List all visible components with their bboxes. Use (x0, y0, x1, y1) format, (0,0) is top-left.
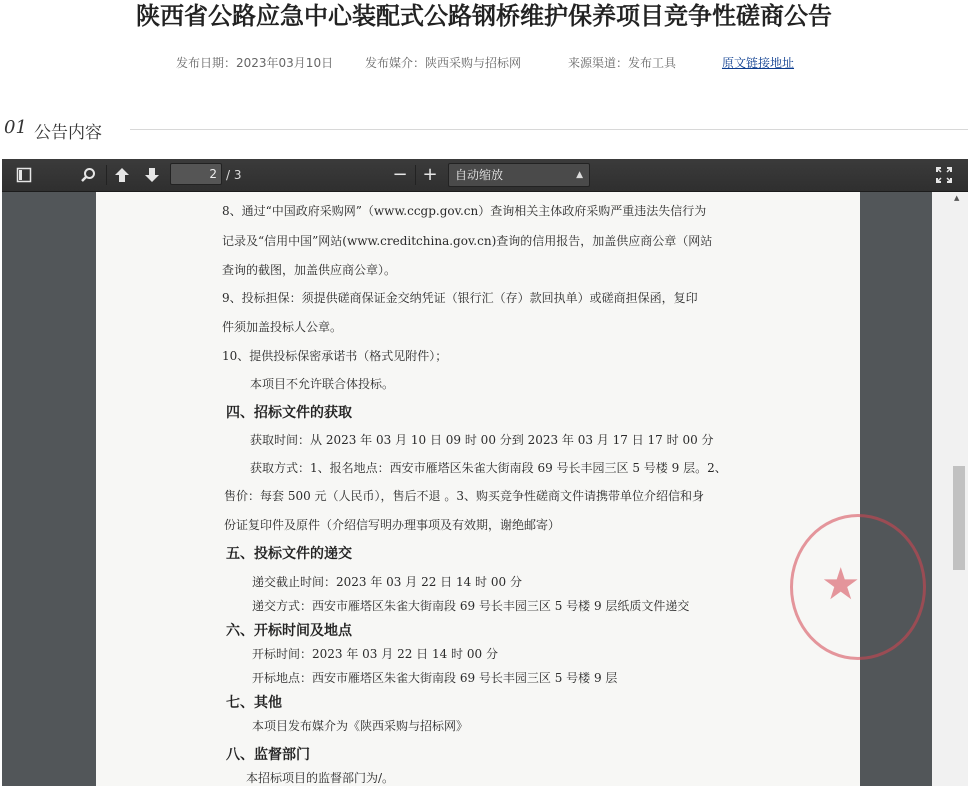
doc-line: 递交方式：西安市雁塔区朱雀大街南段 69 号长丰园三区 5 号楼 9 层纸质文件递交 (252, 599, 690, 613)
select-caret-icon: ▲ (576, 170, 583, 180)
pdf-toolbar (2, 159, 968, 192)
doc-line: 10、提供投标保密承诺书（格式见附件）； (222, 349, 448, 363)
doc-line: 开标时间：2023 年 03 月 22 日 14 时 00 分 (252, 647, 498, 661)
doc-line: 查询的截图，加盖供应商公章）。 (222, 263, 397, 277)
doc-line: 开标地点：西安市雁塔区朱雀大街南段 69 号长丰园三区 5 号楼 9 层 (252, 671, 618, 685)
doc-line: 件须加盖投标人公章。 (222, 320, 343, 334)
doc-line: 份证复印件及原件（介绍信写明办理事项及有效期，谢绝邮寄） (224, 518, 561, 532)
arrow-up-icon[interactable] (110, 163, 134, 187)
doc-line: 记录及“信用中国”网站(www.creditchina.gov.cn)查询的信用报告，加盖供应商公章（网站 (222, 234, 713, 248)
zoom-out-button[interactable]: − (392, 164, 408, 185)
zoom-in-button[interactable]: + (422, 164, 438, 185)
zoom-value: 自动缩放 (455, 168, 504, 182)
doc-line: 获取时间：从 2023 年 03 月 10 日 09 时 00 分到 2023 年 03 月 17 日 17 时 00 分 (250, 433, 714, 447)
page-number-input[interactable]: 2 (170, 163, 222, 185)
doc-heading: 八、监督部门 (226, 747, 310, 763)
doc-heading: 七、其他 (226, 695, 282, 711)
doc-line: 9、投标担保：须提供磋商保证金交纳凭证（银行汇（存）款回执单）或磋商担保函，复印 (222, 291, 698, 305)
original-link[interactable]: 原文链接地址 (722, 56, 795, 70)
seal-star-icon: ★ (821, 559, 861, 610)
doc-line: 本项目不允许联合体投标。 (250, 377, 395, 391)
section-header (4, 117, 968, 141)
scroll-thumb[interactable] (953, 466, 965, 570)
doc-line: 8、通过“中国政府采购网”（www.ccgp.gov.cn）查询相关主体政府采购严重违法失信行为 (222, 204, 707, 218)
page-count: / 3 (226, 168, 242, 182)
zoom-select[interactable] (448, 163, 590, 187)
doc-line: 本招标项目的监督部门为/。 (246, 771, 395, 785)
publish-date: 发布日期：2023年03月10日 (176, 56, 334, 70)
doc-heading: 四、招标文件的获取 (226, 405, 352, 421)
page-title: 陕西省公路应急中心装配式公路钢桥维护保养项目竞争性磋商公告 (136, 2, 832, 30)
source-channel: 来源渠道：发布工具 (568, 56, 677, 70)
publish-media: 发布媒介：陕西采购与招标网 (365, 56, 522, 70)
doc-line: 递交截止时间：2023 年 03 月 22 日 14 时 00 分 (252, 575, 522, 589)
arrow-down-icon[interactable] (140, 163, 164, 187)
section-label: 公告内容 (34, 123, 102, 143)
scrollbar[interactable] (932, 192, 968, 786)
scroll-up-icon[interactable]: ▲ (954, 194, 960, 202)
toolbar-separator (415, 165, 416, 185)
section-number: 01 (4, 117, 27, 138)
toolbar-separator (106, 165, 107, 185)
sidebar-toggle-icon[interactable] (12, 163, 36, 187)
article-meta (0, 54, 978, 72)
pdf-canvas (2, 192, 932, 786)
pdf-viewer (2, 159, 968, 786)
official-seal (790, 514, 926, 660)
doc-line: 获取方式：1、报名地点：西安市雁塔区朱雀大街南段 69 号长丰园三区 5 号楼 9 层。2、 (250, 461, 727, 475)
doc-heading: 六、开标时间及地点 (226, 623, 352, 639)
pdf-page (96, 192, 860, 786)
doc-line: 本项目发布媒介为《陕西采购与招标网》 (252, 719, 469, 733)
doc-line: 售价：每套 500 元（人民币），售后不退 。3、购买竞争性磋商文件请携带单位介绍信和身 (224, 489, 704, 503)
search-icon[interactable] (76, 163, 100, 187)
doc-heading: 五、投标文件的递交 (226, 546, 352, 562)
fullscreen-icon[interactable] (932, 163, 956, 187)
section-divider (130, 129, 968, 130)
